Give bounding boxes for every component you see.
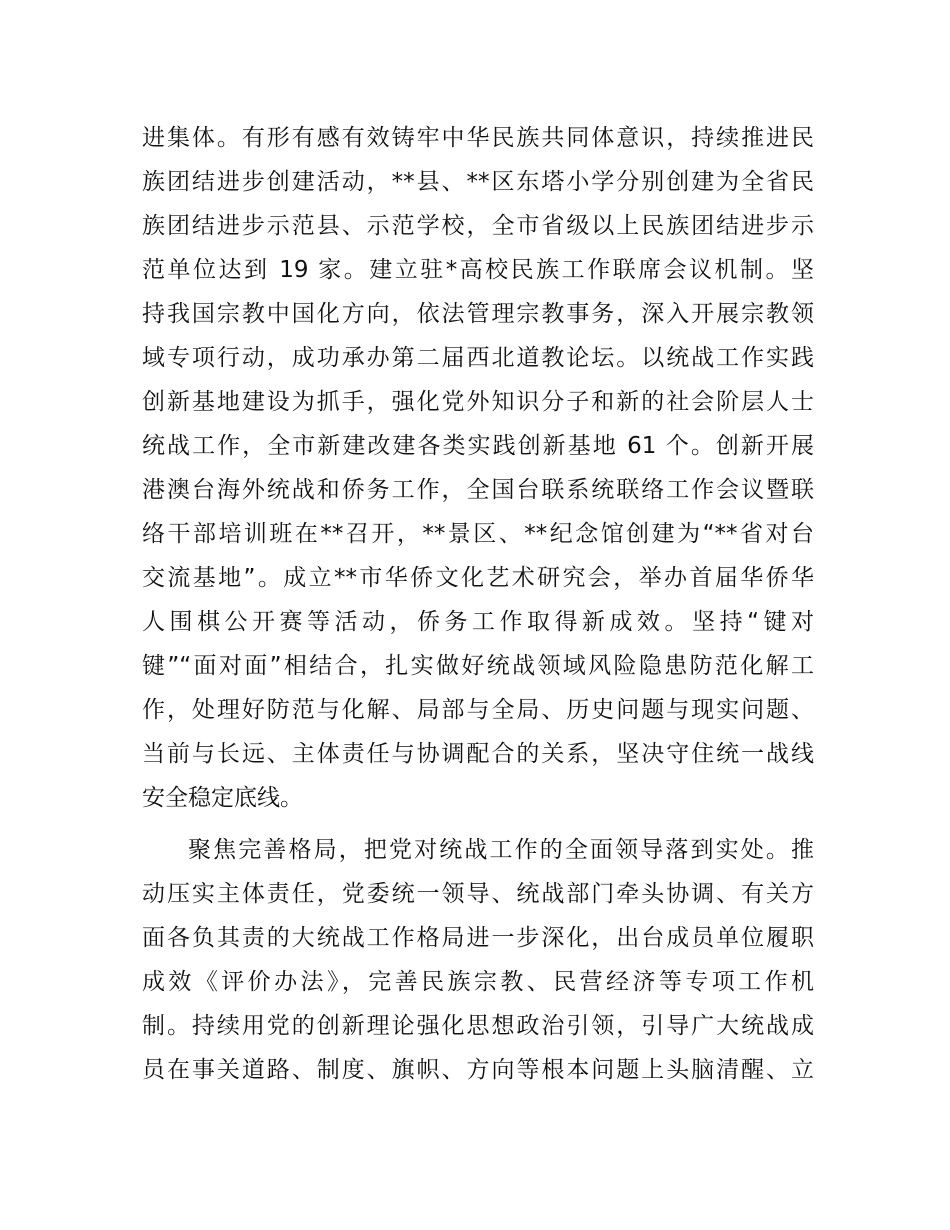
- text-line: 面各负其责的大统战工作格局进一步深化，出台成员单位履职: [142, 925, 814, 951]
- text-line: 族团结进步示范县、示范学校，全市省级以上民族团结进步示: [142, 213, 814, 239]
- text-line: 员在事关道路、制度、旗帜、方向等根本问题上头脑清醒、立: [142, 1057, 814, 1083]
- text-line: 制。持续用党的创新理论强化思想政治引领，引导广大统战成: [142, 1013, 814, 1039]
- text-line: 域专项行动，成功承办第二届西北道教论坛。以统战工作实践: [142, 345, 814, 371]
- text-line: 族团结进步创建活动，**县、**区东塔小学分别创建为全省民: [142, 169, 814, 195]
- text-line: 聚焦完善格局，把党对统战工作的全面领导落到实处。推: [188, 837, 814, 863]
- text-line: 动压实主体责任，党委统一领导、统战部门牵头协调、有关方: [142, 881, 814, 907]
- text-line: 络干部培训班在**召开，**景区、**纪念馆创建为“**省对台: [142, 521, 814, 547]
- text-line: 范单位达到 19 家。建立驻*高校民族工作联席会议机制。坚: [142, 257, 814, 283]
- text-line: 安全稳定底线。: [142, 785, 303, 811]
- text-line: 持我国宗教中国化方向，依法管理宗教事务，深入开展宗教领: [142, 301, 814, 327]
- text-line: 交流基地”。成立**市华侨文化艺术研究会，举办首届华侨华: [142, 565, 814, 591]
- text-line: 当前与长远、主体责任与协调配合的关系，坚决守住统一战线: [142, 741, 814, 767]
- text-line: 进集体。有形有感有效铸牢中华民族共同体意识，持续推进民: [142, 125, 814, 151]
- text-line: 人围棋公开赛等活动，侨务工作取得新成效。坚持“键对: [142, 609, 814, 635]
- text-line: 创新基地建设为抓手，强化党外知识分子和新的社会阶层人士: [142, 389, 814, 415]
- text-line: 作，处理好防范与化解、局部与全局、历史问题与现实问题、: [142, 697, 814, 723]
- text-line: 统战工作，全市新建改建各类实践创新基地 61 个。创新开展: [142, 433, 814, 459]
- text-line: 成效《评价办法》，完善民族宗教、民营经济等专项工作机: [142, 969, 814, 995]
- text-line: 港澳台海外统战和侨务工作，全国台联系统联络工作会议暨联: [142, 477, 814, 503]
- text-line: 键”“面对面”相结合，扎实做好统战领域风险隐患防范化解工: [142, 653, 814, 679]
